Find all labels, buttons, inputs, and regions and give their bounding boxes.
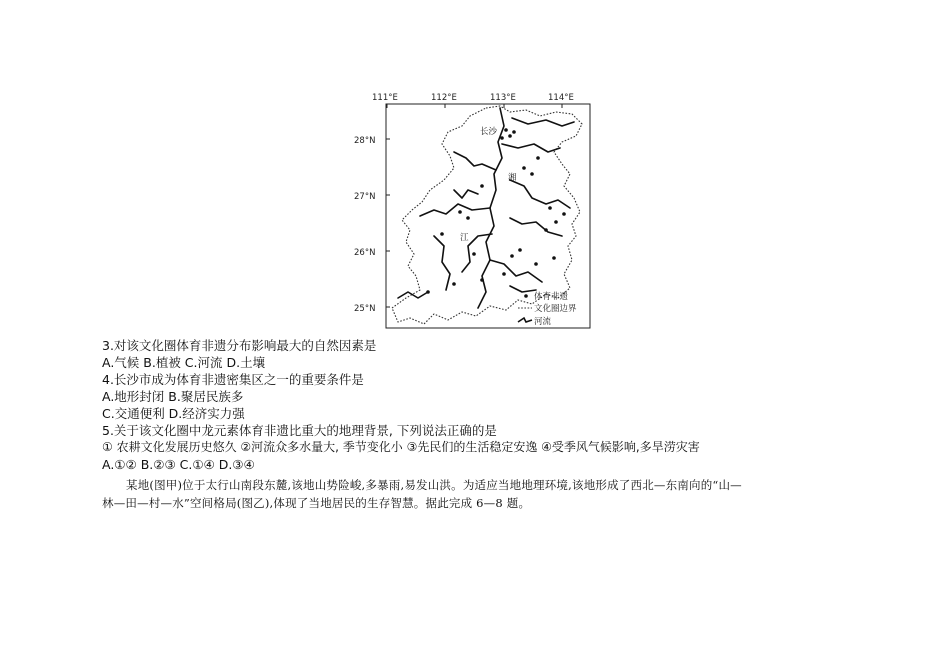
heritage-dot <box>452 282 456 286</box>
lon-label: 112°E <box>431 93 457 103</box>
place-label-jiang: 江 <box>460 233 469 243</box>
heritage-dot <box>466 216 470 220</box>
heritage-dot <box>502 272 506 276</box>
heritage-dot <box>534 262 538 266</box>
river <box>398 292 428 298</box>
lat-label: 26°N <box>354 248 376 258</box>
place-label-changsha: 长沙 <box>480 127 498 137</box>
heritage-dot <box>510 254 514 258</box>
heritage-dot <box>500 136 504 140</box>
map-legend <box>518 291 577 327</box>
intro-paragraph-line-2: 林—田—村—水”空间格局(图乙),体现了当地居民的生存智慧。据此完成 6—8 题。 <box>102 496 531 510</box>
river <box>502 144 560 152</box>
heritage-dot <box>480 184 484 188</box>
river <box>510 218 562 236</box>
lon-label: 114°E <box>548 93 574 103</box>
lat-label: 25°N <box>354 304 376 314</box>
river-xiang <box>478 108 504 308</box>
heritage-dot <box>518 248 522 252</box>
river <box>434 236 450 290</box>
question-3-stem: 3.对该文化圈体育非遗分布影响最大的自然因素是 <box>102 338 377 353</box>
heritage-dot <box>530 172 534 176</box>
heritage-dot <box>472 252 476 256</box>
legend-river-label: 河流 <box>534 317 552 327</box>
heritage-dot <box>508 134 512 138</box>
heritage-dot <box>544 228 548 232</box>
river <box>510 180 570 208</box>
heritage-dot <box>426 290 430 294</box>
question-4-options-line-2: C.交通便利 D.经济实力强 <box>102 406 245 421</box>
heritage-dot <box>458 210 462 214</box>
river <box>454 152 496 170</box>
heritage-dot <box>480 278 484 282</box>
question-5-statements: ① 农耕文化发展历史悠久 ②河流众多水量大, 季节变化小 ③先民们的生活稳定安逸 ④受季风气候影响,多旱涝灾害 <box>102 440 700 454</box>
heritage-dot <box>504 128 508 132</box>
heritage-dot <box>440 232 444 236</box>
heritage-dot <box>554 220 558 224</box>
intro-paragraph-line-1: 某地(图甲)位于太行山南段东麓,该地山势险峻,多暴雨,易发山洪。为适应当地地理环境,该地形成了西北—东南向的“山— <box>126 478 742 492</box>
question-3-options: A.气候 B.植被 C.河流 D.土壤 <box>102 355 266 370</box>
heritage-dot <box>562 212 566 216</box>
legend-boundary-label: 文化圈边界 <box>534 304 577 314</box>
heritage-dot <box>552 256 556 260</box>
heritage-dot <box>548 206 552 210</box>
lon-label: 111°E <box>372 93 398 103</box>
legend-river-symbol <box>518 318 532 322</box>
question-5-stem: 5.关于该文化圈中龙元素体育非遗比重大的地理背景, 下列说法正确的是 <box>102 423 497 438</box>
lat-label: 27°N <box>354 192 376 202</box>
river <box>420 204 490 216</box>
rivers <box>398 108 574 308</box>
legend-heritage-label: 体育非遗 <box>534 292 569 302</box>
river <box>510 286 536 292</box>
place-label-xiang: 湘 <box>508 173 517 183</box>
river <box>490 260 542 282</box>
question-5-options: A.①② B.②③ C.①④ D.③④ <box>102 457 255 472</box>
question-4-stem: 4.长沙市成为体育非遗密集区之一的重要条件是 <box>102 372 364 387</box>
lon-label: 113°E <box>490 93 516 103</box>
legend-dot-symbol <box>524 294 528 298</box>
river <box>454 190 478 198</box>
question-4-options-line-1: A.地形封闭 B.聚居民族多 <box>102 389 244 404</box>
river <box>512 118 574 126</box>
heritage-dot <box>522 166 526 170</box>
lat-label: 28°N <box>354 136 376 146</box>
culture-circle-map <box>350 86 598 332</box>
heritage-dot <box>512 130 516 134</box>
heritage-dot <box>536 156 540 160</box>
